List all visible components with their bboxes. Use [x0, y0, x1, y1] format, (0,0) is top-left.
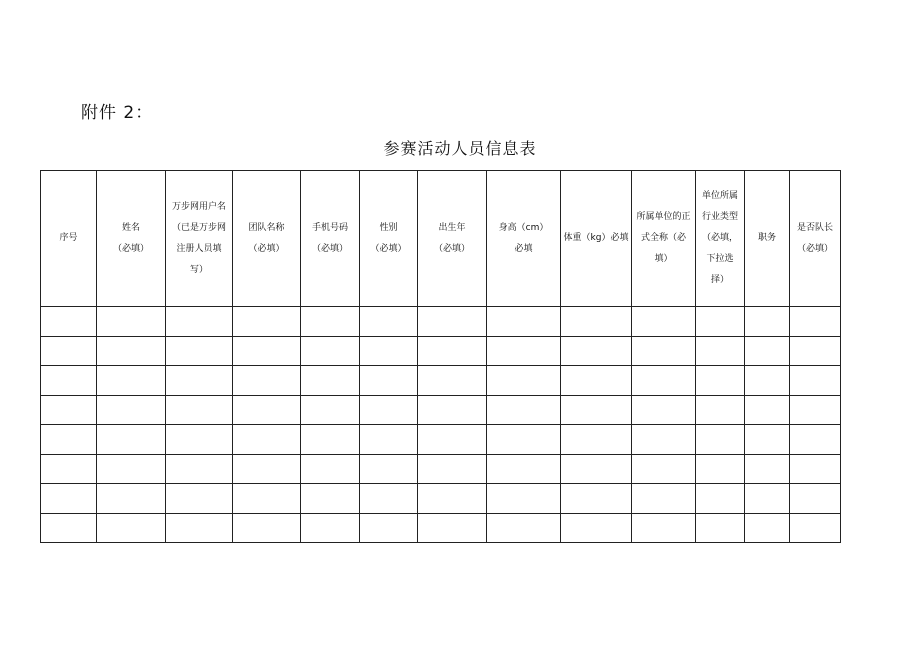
table-cell[interactable] [487, 513, 561, 543]
table-row [41, 425, 841, 455]
table-cell[interactable] [696, 336, 745, 366]
table-cell[interactable] [360, 484, 418, 514]
table-cell[interactable] [487, 425, 561, 455]
table-cell[interactable] [360, 425, 418, 455]
column-header-line: 序号 [59, 233, 78, 243]
table-cell[interactable] [301, 425, 360, 455]
table-cell[interactable] [97, 307, 166, 337]
table-cell[interactable] [487, 366, 561, 396]
table-cell[interactable] [166, 366, 233, 396]
table-cell[interactable] [745, 484, 790, 514]
table-cell[interactable] [41, 454, 97, 484]
table-cell[interactable] [41, 366, 97, 396]
page-title: 参赛活动人员信息表 [383, 139, 537, 158]
table-cell[interactable] [632, 454, 696, 484]
table-cell[interactable] [301, 484, 360, 514]
column-header [790, 171, 841, 307]
column-header-line: 万步网用户名 [171, 201, 226, 212]
table-cell[interactable] [301, 395, 360, 425]
table-cell[interactable] [745, 513, 790, 543]
column-header-line: 体重（kg）必填 [563, 233, 629, 243]
table-cell[interactable] [301, 366, 360, 396]
table-cell[interactable] [166, 395, 233, 425]
table-cell[interactable] [166, 336, 233, 366]
table-cell[interactable] [41, 513, 97, 543]
column-header [487, 171, 561, 307]
table-cell[interactable] [696, 395, 745, 425]
table-cell[interactable] [418, 484, 487, 514]
table-cell[interactable] [418, 395, 487, 425]
table-cell[interactable] [97, 513, 166, 543]
table-cell[interactable] [418, 513, 487, 543]
column-header [301, 171, 360, 307]
column-header-line: 团队名称 [248, 222, 285, 233]
table-cell[interactable] [632, 307, 696, 337]
table-cell[interactable] [696, 425, 745, 455]
table-cell[interactable] [632, 336, 696, 366]
table-cell[interactable] [301, 307, 360, 337]
table-cell[interactable] [561, 336, 632, 366]
column-header-line: （必填， [701, 233, 738, 243]
column-header-line: 职务 [757, 233, 776, 243]
table-cell[interactable] [790, 484, 841, 514]
table-cell[interactable] [745, 307, 790, 337]
column-header [696, 171, 745, 307]
column-header-line: （必填） [112, 243, 149, 254]
table-cell[interactable] [745, 425, 790, 455]
table-cell[interactable] [790, 395, 841, 425]
table-cell[interactable] [360, 454, 418, 484]
table-cell[interactable] [632, 366, 696, 396]
column-header-line: 性别 [379, 222, 398, 233]
table-cell[interactable] [301, 336, 360, 366]
table-cell[interactable] [360, 366, 418, 396]
column-header-line: （必填） [370, 243, 407, 254]
table-cell[interactable] [41, 395, 97, 425]
table-cell[interactable] [790, 366, 841, 396]
column-header-line: 写） [189, 264, 208, 275]
table-cell[interactable] [790, 336, 841, 366]
table-cell[interactable] [360, 513, 418, 543]
table-cell[interactable] [632, 484, 696, 514]
column-header [41, 171, 97, 307]
table-cell[interactable] [97, 395, 166, 425]
table-cell[interactable] [41, 307, 97, 337]
table-cell[interactable] [233, 336, 301, 366]
table-cell[interactable] [487, 484, 561, 514]
column-header [166, 171, 233, 307]
column-header-line: （必填） [796, 243, 833, 254]
column-header [418, 171, 487, 307]
table-cell[interactable] [418, 307, 487, 337]
table-cell[interactable] [233, 513, 301, 543]
table-cell[interactable] [41, 425, 97, 455]
table-cell[interactable] [360, 307, 418, 337]
column-header-line: 下拉选 [706, 254, 734, 264]
column-header-line: 注册人员填 [176, 243, 222, 254]
table-cell[interactable] [790, 513, 841, 543]
column-header-line: （必填） [433, 243, 470, 254]
table-cell[interactable] [696, 307, 745, 337]
table-cell[interactable] [301, 513, 360, 543]
table-cell[interactable] [97, 336, 166, 366]
column-header-line: 出生年 [438, 222, 466, 233]
column-header-line: 姓名 [121, 222, 140, 233]
table-cell[interactable] [632, 425, 696, 455]
table-cell[interactable] [418, 336, 487, 366]
table-cell[interactable] [97, 454, 166, 484]
table-cell[interactable] [418, 366, 487, 396]
table-cell[interactable] [41, 484, 97, 514]
column-header-line: 是否队长 [796, 222, 833, 233]
table-row [41, 336, 841, 366]
table-cell[interactable] [233, 454, 301, 484]
table-cell[interactable] [166, 513, 233, 543]
column-header [561, 171, 632, 307]
table-cell[interactable] [487, 454, 561, 484]
column-header-line: 单位所属 [701, 191, 738, 201]
table-cell[interactable] [233, 425, 301, 455]
table-cell[interactable] [418, 454, 487, 484]
table-cell[interactable] [41, 336, 97, 366]
table-cell[interactable] [360, 395, 418, 425]
table-cell[interactable] [360, 336, 418, 366]
table-cell[interactable] [561, 513, 632, 543]
table-row [41, 454, 841, 484]
table-row [41, 484, 841, 514]
table-cell[interactable] [745, 395, 790, 425]
table-cell[interactable] [97, 425, 166, 455]
table-cell[interactable] [166, 454, 233, 484]
column-header-line: 手机号码 [311, 222, 348, 233]
table-cell[interactable] [487, 307, 561, 337]
table-cell[interactable] [233, 307, 301, 337]
personnel-info-table [40, 170, 841, 543]
column-header-line: 式全称（必 [640, 233, 686, 243]
table-header-row [41, 171, 841, 307]
table-row [41, 307, 841, 337]
table-cell[interactable] [790, 307, 841, 337]
table-cell[interactable] [696, 513, 745, 543]
column-header-line: （已是万步网 [171, 222, 226, 233]
column-header-line: 行业类型 [701, 212, 738, 222]
table-cell[interactable] [696, 454, 745, 484]
table-cell[interactable] [561, 454, 632, 484]
table-cell[interactable] [418, 425, 487, 455]
table-cell[interactable] [97, 366, 166, 396]
table-cell[interactable] [561, 484, 632, 514]
table-cell[interactable] [301, 454, 360, 484]
table-cell[interactable] [487, 336, 561, 366]
table-cell[interactable] [233, 366, 301, 396]
table-cell[interactable] [696, 484, 745, 514]
table-cell[interactable] [632, 513, 696, 543]
table-cell[interactable] [166, 307, 233, 337]
column-header-line: （必填） [248, 243, 285, 254]
column-header [632, 171, 696, 307]
attachment-label: 附件 2： [81, 103, 154, 123]
table-cell[interactable] [97, 484, 166, 514]
table-cell[interactable] [166, 484, 233, 514]
table-cell[interactable] [561, 307, 632, 337]
column-header [233, 171, 301, 307]
table-cell[interactable] [233, 395, 301, 425]
table-cell[interactable] [790, 425, 841, 455]
column-header-line: 所属单位的正 [636, 212, 691, 222]
column-header [360, 171, 418, 307]
table-cell[interactable] [745, 366, 790, 396]
table-row [41, 513, 841, 543]
table-cell[interactable] [745, 336, 790, 366]
table-cell[interactable] [561, 395, 632, 425]
column-header-line: 必填 [514, 243, 533, 254]
table-cell[interactable] [166, 425, 233, 455]
column-header-line: （必填） [311, 243, 348, 254]
table-cell[interactable] [487, 395, 561, 425]
table-cell[interactable] [233, 484, 301, 514]
column-header-line: 择） [710, 275, 729, 285]
table-cell[interactable] [696, 366, 745, 396]
table-cell[interactable] [561, 366, 632, 396]
table-cell[interactable] [745, 454, 790, 484]
table-row [41, 395, 841, 425]
table-cell[interactable] [561, 425, 632, 455]
column-header-line: 填） [654, 254, 673, 264]
table-cell[interactable] [632, 395, 696, 425]
column-header-line: 身高（cm） [498, 222, 549, 233]
column-header [745, 171, 790, 307]
column-header [97, 171, 166, 307]
table-row [41, 366, 841, 396]
table-cell[interactable] [790, 454, 841, 484]
